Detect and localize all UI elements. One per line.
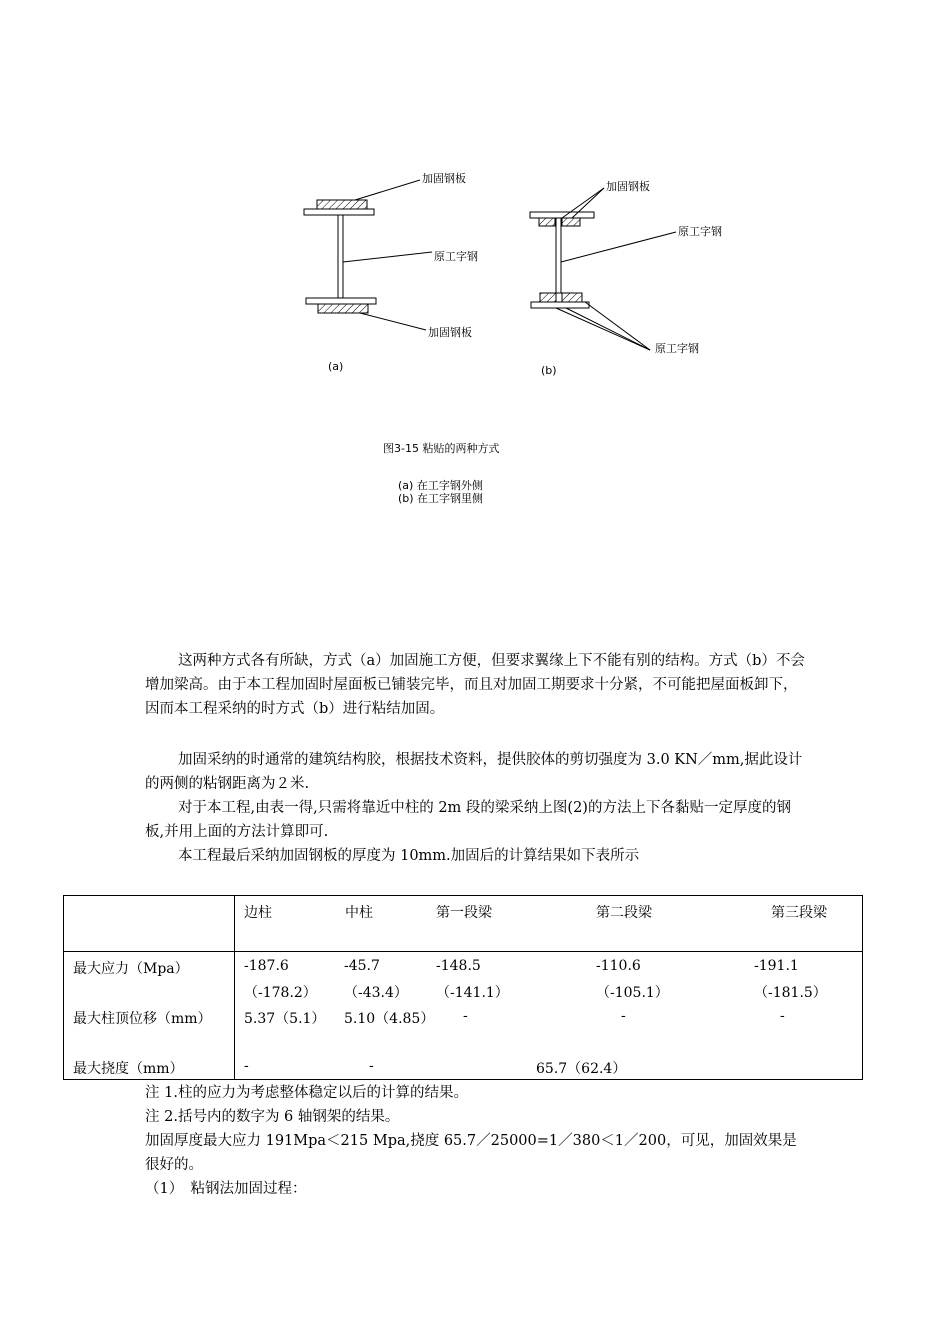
label-deflection: 最大挠度（mm） [73, 1061, 184, 1077]
paragraph-block-2 [145, 748, 810, 868]
note-2: 注 2.括号内的数字为 6 轴钢架的结果。 [145, 1109, 400, 1125]
table-header-row [64, 896, 863, 952]
header-cell [235, 896, 863, 952]
values-cell [235, 952, 863, 1080]
stress-sub-beam-1: （-141.1） [436, 985, 509, 1001]
b-bottom-label: 原工字钢 [655, 342, 699, 355]
a-top-plate [317, 200, 367, 209]
b-ibeam-label: 原工字钢 [678, 225, 722, 238]
disp-edge: 5.37（5.1） [244, 1011, 326, 1027]
a-label: (a) [328, 360, 344, 373]
stress-beam-3: -191.1 [754, 958, 799, 974]
disp-beam-3: - [780, 1008, 785, 1024]
paragraph-3-text: 对于本工程,由表一得,只需将靠近中柱的 2m 段的梁采纳上图(2)的方法上下各黏贴一定厚度的钢板,并用上面的方法计算即可. [145, 800, 791, 840]
disp-middle: 5.10（4.85） [344, 1011, 435, 1027]
b-bottom-plate-left [540, 293, 556, 302]
table-body-row [64, 952, 863, 1080]
paragraph-1-text: 这两种方式各有所缺，方式（a）加固施工方便，但要求翼缘上下不能有别的结构。方式（b）不会增加梁高。由于本工程加固时屋面板已铺装完毕，而且对加固工期要求十分紧，不可能把屋面板卸下，因而本工程采纳的时方式（b）进行粘结加固。 [145, 653, 805, 717]
paragraph-1 [145, 649, 810, 721]
a-bottom-plate [318, 304, 368, 313]
a-plate-top-label: 加固钢板 [422, 172, 466, 185]
stress-sub-middle: （-43.4） [344, 985, 408, 1001]
diagram-a [304, 180, 432, 330]
figure-sub-a: (a) 在工字钢外侧 [398, 479, 483, 492]
a-plate-bottom-label: 加固钢板 [428, 326, 472, 339]
stress-beam-2: -110.6 [596, 958, 641, 974]
disp-beam-1: - [463, 1008, 468, 1024]
a-top-flange [304, 209, 374, 215]
b-bottom-flange [531, 302, 589, 308]
paragraph-2-text: 加固采纳的时通常的建筑结构胶，根据技术资料，提供胶体的剪切强度为 3.0 KN／mm,据此设计的两侧的粘钢距离为２米. [145, 752, 803, 792]
deflection-beam: 65.7（62.4） [536, 1061, 627, 1077]
figure-title: 图3-15 粘贴的两种方式 [383, 442, 500, 455]
b-plate-label: 加固钢板 [606, 180, 650, 193]
note-3: 加固厚度最大应力 191Mpa＜215 Mpa,挠度 65.7／25000=1／380＜1／200，可见，加固效果是很好的。 [145, 1133, 797, 1173]
row-label-cell [64, 952, 235, 1080]
stress-beam-1: -148.5 [436, 958, 481, 974]
b-top-plate-right [562, 218, 580, 226]
label-displacement: 最大柱顶位移（mm） [73, 1011, 212, 1027]
stress-edge: -187.6 [244, 958, 289, 974]
b-label: (b) [541, 364, 557, 377]
figure-sub-b: (b) 在工字钢里侧 [398, 492, 484, 505]
header-beam-2: 第二段梁 [596, 905, 652, 921]
note-1: 注 1.柱的应力为考虑整体稳定以后的计算的结果。 [145, 1085, 468, 1101]
note-4: （1） 粘钢法加固过程： [145, 1181, 307, 1197]
diagram-b [530, 188, 676, 350]
header-edge-column: 边柱 [244, 905, 272, 921]
header-beam-3: 第三段梁 [771, 905, 827, 921]
disp-beam-2: - [621, 1008, 626, 1024]
b-top-flange [530, 212, 594, 218]
deflection-edge: - [244, 1058, 249, 1074]
header-beam-1: 第一段梁 [436, 905, 492, 921]
a-web [338, 215, 343, 298]
paragraph-4-text: 本工程最后采纳加固钢板的厚度为 10mm.加固后的计算结果如下表所示 [178, 848, 640, 864]
b-bottom-plate-right [562, 293, 582, 302]
deflection-middle: - [369, 1058, 374, 1074]
b-top-plate-left [539, 218, 555, 226]
stress-sub-edge: （-178.2） [244, 985, 317, 1001]
label-stress: 最大应力（Mpa） [73, 961, 189, 977]
stress-sub-beam-3: （-181.5） [754, 985, 827, 1001]
stress-sub-beam-2: （-105.1） [596, 985, 669, 1001]
b-web [556, 218, 561, 293]
header-empty-cell [64, 896, 235, 952]
notes [145, 1081, 810, 1201]
a-ibeam-label: 原工字钢 [434, 250, 478, 263]
header-middle-column: 中柱 [345, 905, 373, 921]
results-table [63, 895, 863, 1080]
stress-middle: -45.7 [344, 958, 380, 974]
a-bottom-flange [306, 298, 376, 304]
